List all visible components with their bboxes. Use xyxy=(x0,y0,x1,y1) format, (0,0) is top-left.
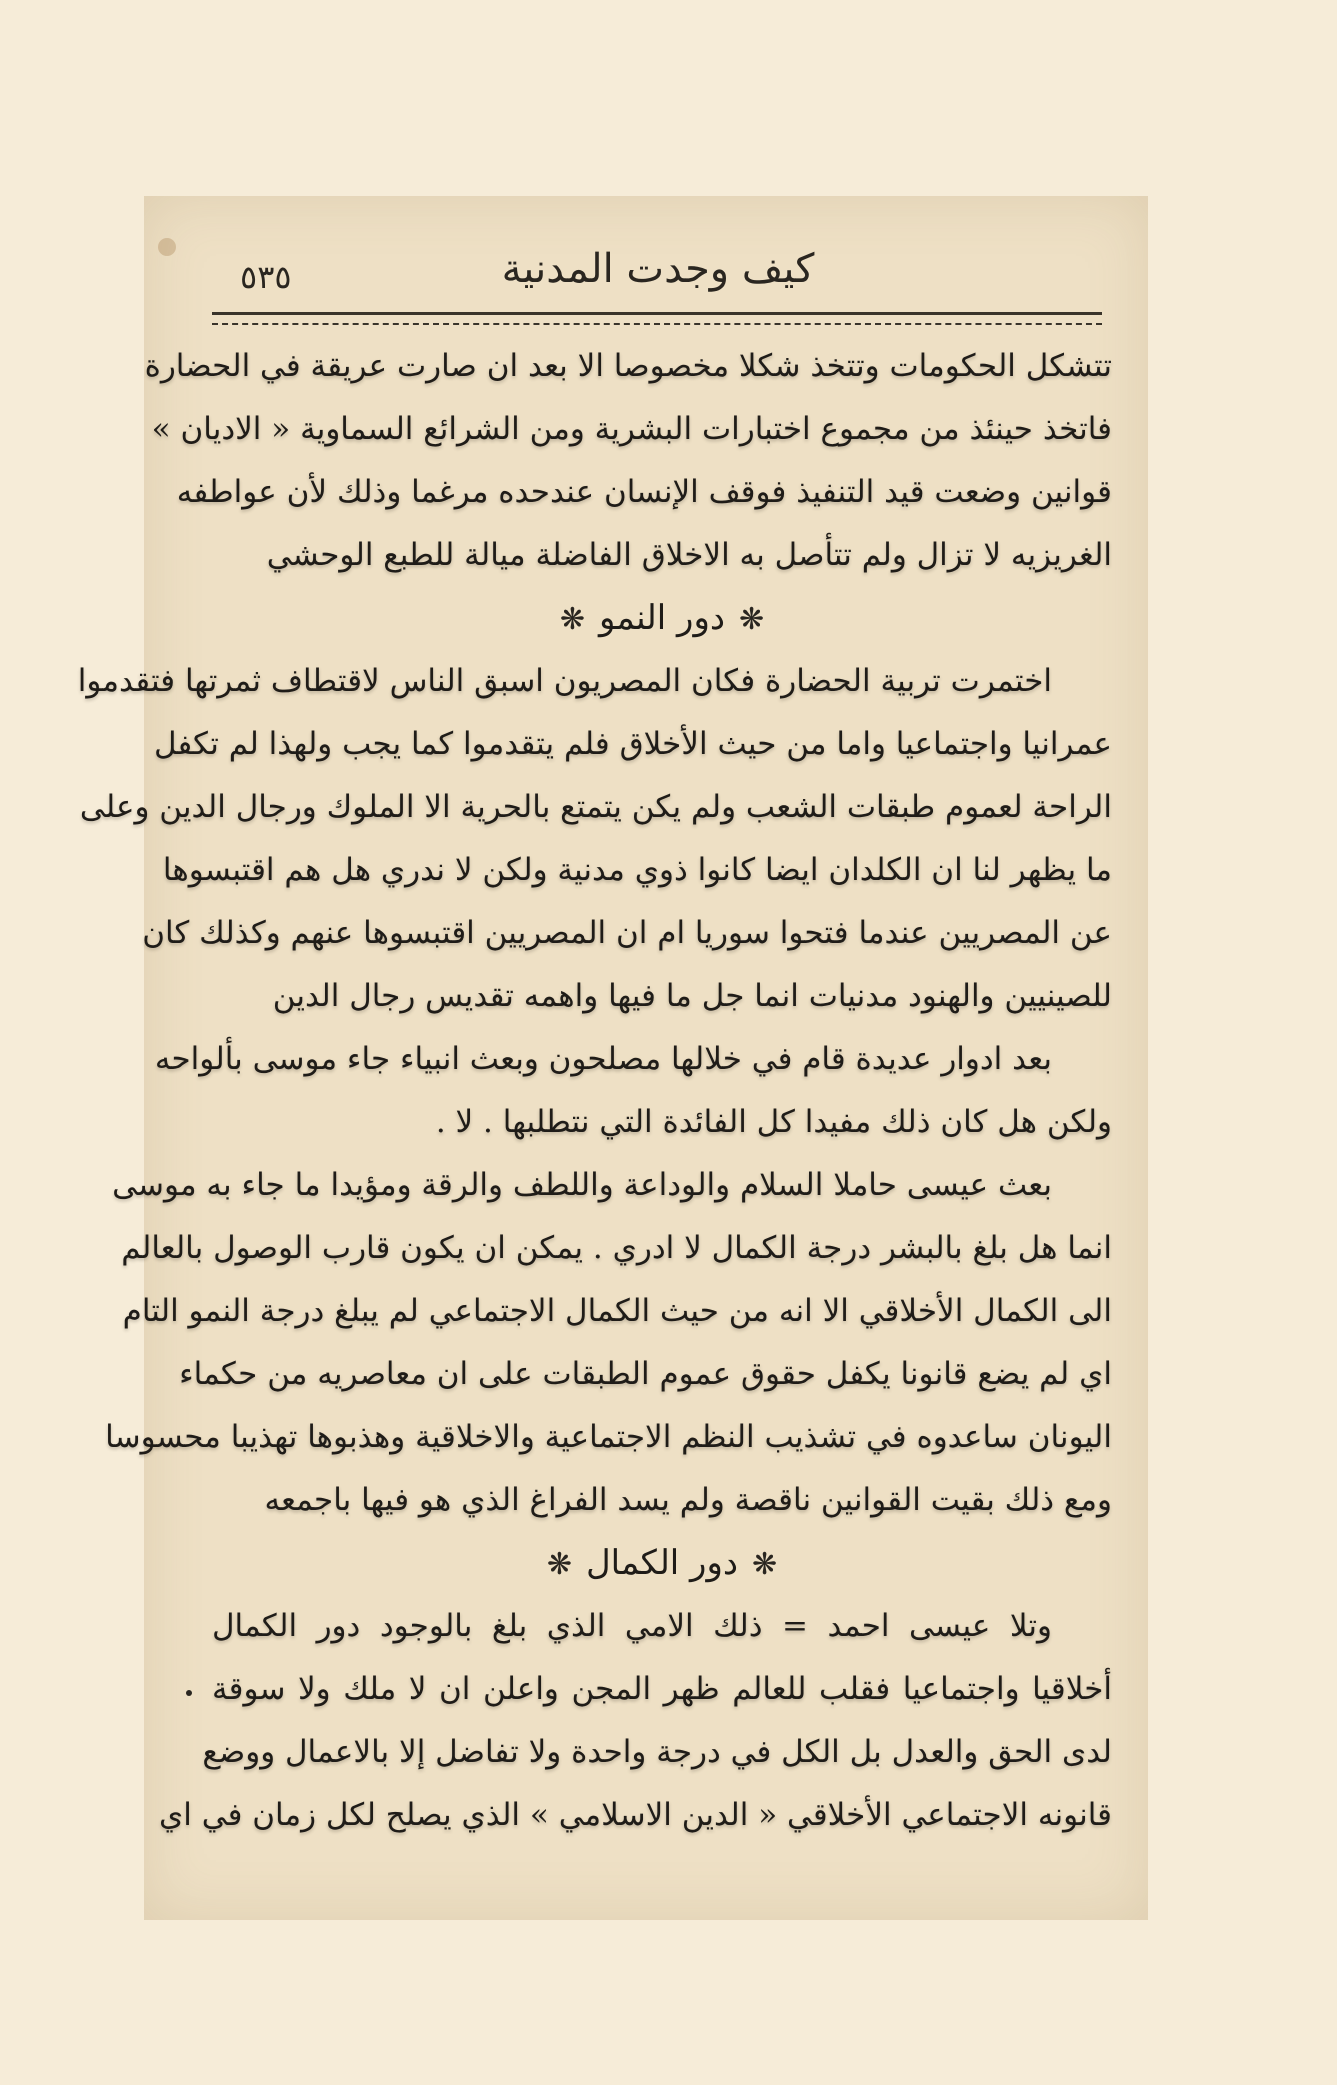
text-line: فاتخذ حينئذ من مجموع اختبارات البشرية ومن الشرائع السماوية « الاديان » xyxy=(151,411,1112,447)
text-line: وتلا عيسى احمد = ذلك الامي الذي بلغ بالوجود دور الكمال xyxy=(212,1608,1052,1644)
text-line: الى الكمال الأخلاقي الا انه من حيث الكمال الاجتماعي لم يبلغ درجة النمو التام xyxy=(122,1293,1112,1329)
text-line: بعد ادوار عديدة قام في خلالها مصلحون وبعث انبياء جاء موسى بألواحه xyxy=(154,1041,1052,1077)
text-line: الراحة لعموم طبقات الشعب ولم يكن يتمتع بالحرية الا الملوك ورجال الدين وعلى xyxy=(79,789,1112,825)
section-heading-text: دور الكمال xyxy=(585,1543,739,1583)
section-heading-text: دور النمو xyxy=(598,598,726,638)
text-line: أخلاقيا واجتماعيا فقلب للعالم ظهر المجن واعلن ان لا ملك ولا سوقة xyxy=(212,1671,1112,1707)
text-line: انما هل بلغ بالبشر درجة الكمال لا ادري . يمكن ان يكون قارب الوصول بالعالم xyxy=(121,1230,1112,1266)
text-line: ولكن هل كان ذلك مفيدا كل الفائدة التي نتطلبها . لا . xyxy=(435,1104,1112,1140)
section-heading xyxy=(212,587,1112,650)
text-line: عمرانيا واجتماعيا واما من حيث الأخلاق فلم يتقدموا كما يجب ولهذا لم تكفل xyxy=(153,726,1112,762)
text-line: اليونان ساعدوه في تشذيب النظم الاجتماعية والاخلاقية وهذبوها تهذيبا محسوسا xyxy=(105,1419,1112,1455)
text-line: قوانين وضعت قيد التنفيذ فوقف الإنسان عندحده مرغما وذلك لأن عواطفه xyxy=(176,474,1112,510)
text-line: قانونه الاجتماعي الأخلاقي « الدين الاسلامي » الذي يصلح لكل زمان في اي xyxy=(159,1797,1112,1833)
ornament-icon: ❋ xyxy=(559,602,585,637)
text-line: للصينيين والهنود مدنيات انما جل ما فيها واهمه تقديس رجال الدين xyxy=(272,978,1112,1014)
ornament-icon: ❋ xyxy=(752,1547,778,1582)
margin-dot xyxy=(186,1690,192,1696)
text-line: الغريزيه لا تزال ولم تتأصل به الاخلاق الفاضلة ميالة للطبع الوحشي xyxy=(266,537,1112,573)
text-line: ومع ذلك بقيت القوانين ناقصة ولم يسد الفراغ الذي هو فيها باجمعه xyxy=(264,1482,1112,1518)
text-line: ما يظهر لنا ان الكلدان ايضا كانوا ذوي مدنية ولكن لا ندري هل هم اقتبسوها xyxy=(162,852,1112,888)
ornament-icon: ❋ xyxy=(546,1547,572,1582)
text-line: بعث عيسى حاملا السلام والوداعة واللطف والرقة ومؤيدا ما جاء به موسى xyxy=(112,1167,1052,1203)
page-number: ٥٣٥ xyxy=(240,258,292,296)
text-line: لدى الحق والعدل بل الكل في درجة واحدة ولا تفاضل إلا بالاعمال ووضع xyxy=(202,1734,1112,1770)
section-heading xyxy=(212,1532,1112,1595)
ornament-icon: ❋ xyxy=(739,602,765,637)
header-rule xyxy=(212,312,1102,325)
page-header xyxy=(210,240,1106,310)
text-line: عن المصريين عندما فتحوا سوريا ام ان المصريين اقتبسوها عنهم وكذلك كان xyxy=(142,915,1112,951)
paper-stain xyxy=(158,238,176,256)
running-title: كيف وجدت المدنية xyxy=(501,246,815,292)
text-line: اختمرت تربية الحضارة فكان المصريون اسبق الناس لاقتطاف ثمرتها فتقدموا xyxy=(77,663,1052,699)
body-text xyxy=(77,335,1112,1847)
text-line: تتشكل الحكومات وتتخذ شكلا مخصوصا الا بعد ان صارت عريقة في الحضارة xyxy=(144,348,1112,384)
text-line: اي لم يضع قانونا يكفل حقوق عموم الطبقات على ان معاصريه من حكماء xyxy=(179,1356,1112,1392)
